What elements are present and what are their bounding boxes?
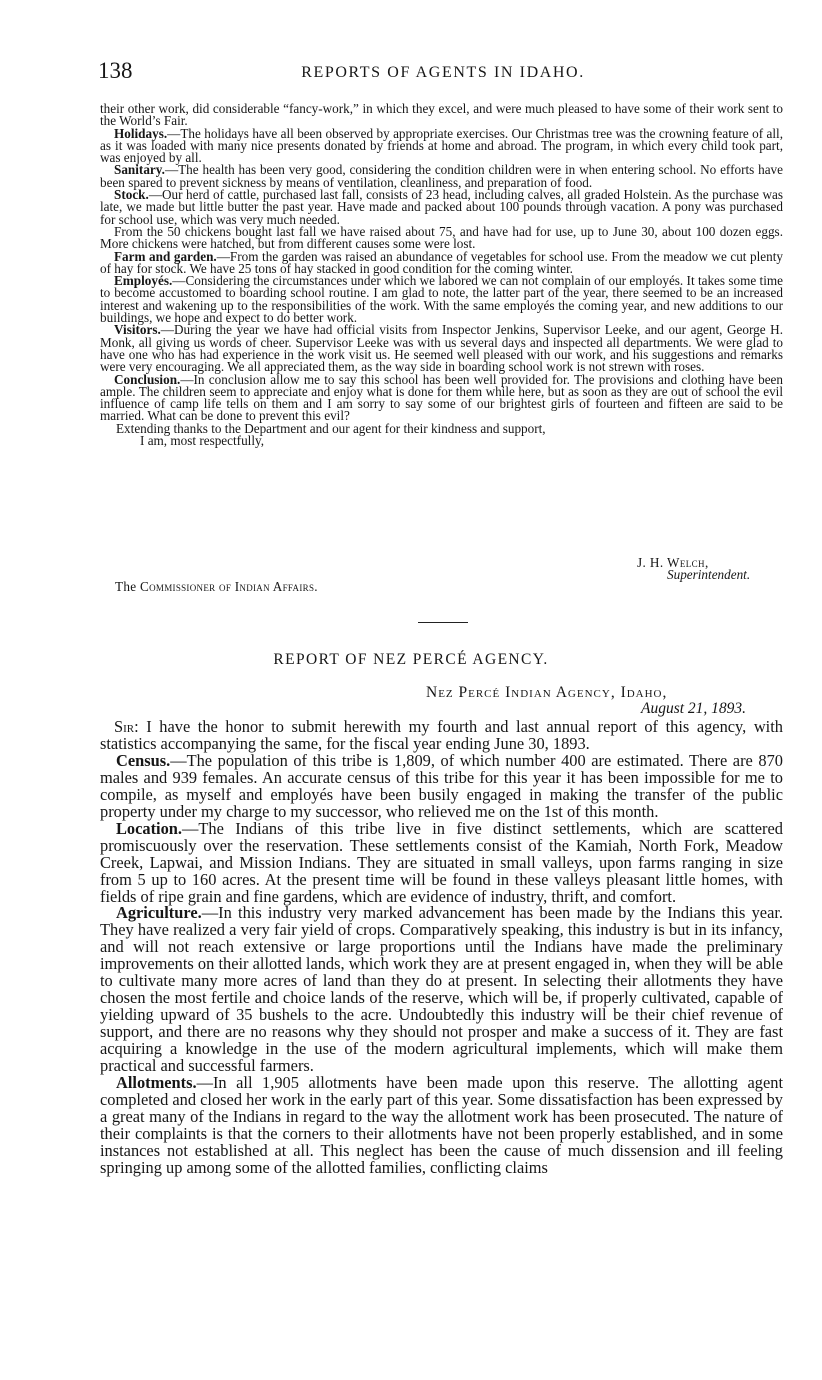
paragraph-thanks: Extending thanks to the Department and our agent for their kindness and support, xyxy=(116,420,546,436)
addressee-prefix: The xyxy=(115,579,137,594)
text-holidays: —The holidays have all been observed by appropriate exercises. Our Christmas tree was the crowning feature of all, as it was loaded with many nice presents donated by friends at home and abroad. The program, in which every child took part, was enjoyed by all. xyxy=(100,125,783,166)
heading-employes: Employés. xyxy=(114,273,173,289)
text-employes: —Considering the circumstances under which we labored we can not complain of our employés. It takes some time to become accustomed to boarding school routine. I am glad to note, the latter part of the year, there seemed to be an increased interest and wakening up to the responsibilities of the work. With the same employés the coming year, and new additions to our buildings, we hope and expect to do better work. xyxy=(100,273,783,326)
text-sanitary: —The health has been very good, considering the condition children were in when entering school. No efforts have been spared to prevent sickness by means of ventilation, cleanliness, and preparation of food. xyxy=(100,162,783,190)
signature-title: Superintendent. xyxy=(667,567,751,582)
page-number: 138 xyxy=(98,58,133,83)
heading-stock: Stock. xyxy=(114,187,149,203)
addressee xyxy=(115,579,318,595)
paragraph-census xyxy=(100,750,783,821)
paragraph-farm xyxy=(100,248,783,276)
paragraph-conclusion xyxy=(100,371,783,424)
text-conclusion: —In conclusion allow me to say this school has been well provided for. The provisions and clothing have been ample. The children seem to appreciate and enjoy what is done for them while here, but as soon as they are out of school the evil influence of camp life tells on them and I am sorry to say some of our brightest girls of fourteen and fifteen are said to be married. What can be done to prevent this evil? xyxy=(100,371,783,424)
paragraph-visitors xyxy=(100,324,783,373)
text-visitors: —During the year we have had official visits from Inspector Jenkins, Supervisor Leeke, and our agent, George H. Monk, all giving us words of cheer. Supervisor Leeke was with us several days and inspected all departments. We were glad to have one who has had experience in the work visit us. He seemed well pleased with our work, and his suggestions and remarks were very encouraging. We all appreciated them, as the way side in boarding school work is not strewn with roses. xyxy=(100,322,783,375)
dateline-place: Nez Percé Indian Agency, Idaho, xyxy=(426,684,668,701)
paragraph-agriculture xyxy=(100,905,783,1075)
text-agriculture: —In this industry very marked advancement has been made by the Indians this year. They have realized a very fair yield of crops. Comparatively speaking, this industry is but in its infancy, and will not reach extensive or large proportions until the Indians have made the preliminary improvements on their allotted lands, which work they are at present engaged in, when they will be able to cultivate many more acres of land than they do at present. In selecting their allotments they have chosen the most fertile and choice lands of the reserve, which will be, if properly cultivated, capable of yielding upward of 35 bushels to the acre. Undoubtedly this industry will be their chief revenue of support, and there are no reasons why they should not prosper and make a success of it. They are fast acquiring a knowledge in the use of the modern agricultural implements, which will make them practical and successful farmers. xyxy=(100,903,783,1076)
section-divider xyxy=(418,622,468,623)
report-title: REPORT OF NEZ PERCÉ AGENCY. xyxy=(273,651,549,668)
addressee-name: Commissioner of Indian Affairs. xyxy=(140,579,318,594)
text-stock: —Our herd of cattle, purchased last fall, consists of 23 head, including calves, all graded Holstein. As the purchase was late, we made but little butter the past year. Have made and packed about 100 pounds through vacation. A pony was purchased for school use, which was very much needed. xyxy=(100,187,783,227)
heading-farm: Farm and garden. xyxy=(114,248,217,264)
heading-holidays: Holidays. xyxy=(114,125,168,141)
paragraph-stock xyxy=(100,189,783,226)
text-farm: —From the garden was raised an abundance of vegetables for school use. From the meadow we cut plenty of hay for stock. We have 25 tons of hay stacked in good condition for the coming winter. xyxy=(100,248,783,276)
paragraph-sanitary xyxy=(100,164,783,189)
text-census: —The population of this tribe is 1,809, of which number 400 are estimated. There are 870 males and 939 females. An accurate census of this tribe for this year it has been impossible for me to compile, as myself and employés have been busily engaged in making the transfer of the public property under my charge to my successor, who relieved me on the 1st of this month. xyxy=(100,750,783,821)
paragraph-chickens: From the 50 chickens bought last fall we have raised about 75, and have had for use, up to June 30, about 100 dozen eggs. More chickens were hatched, but from different causes some were lost. xyxy=(100,223,783,252)
salutation: Sir xyxy=(114,717,135,736)
text-allotments: —In all 1,905 allotments have been made upon this reserve. The allotting agent completed and closed her work in the early part of this year. Some dissatisfaction has been expressed by a great many of the Indians in regard to the way the allotment work has been prosecuted. The nature of their complaints is that the corners to their allotments have not been properly established, and in some instances not established at all. This neglect has been the cause of much dissension and ill feeling springing up among some of the allotted families, conflicting claims xyxy=(100,1073,783,1177)
text-intro: : I have the honor to submit herewith my fourth and last annual report of this agency, with statistics accompanying the same, for the fiscal year ending June 30, 1893. xyxy=(100,717,783,753)
paragraph-intro xyxy=(100,719,783,753)
heading-allotments: Allotments. xyxy=(116,1073,197,1093)
nez-perce-report-body xyxy=(100,719,783,1177)
running-title: REPORTS OF AGENTS IN IDAHO. xyxy=(301,64,585,81)
paragraph-holidays xyxy=(100,125,783,166)
heading-agriculture: Agriculture. xyxy=(116,903,202,923)
school-report-body xyxy=(100,103,783,447)
signature-name: J. H. Welch, xyxy=(637,555,709,570)
heading-visitors: Visitors. xyxy=(114,322,161,338)
heading-sanitary: Sanitary. xyxy=(114,162,165,178)
paragraph-employes xyxy=(100,275,783,324)
paragraph-continuation: their other work, did considerable “fancy-work,” in which they excel, and were much pleased to have some of their work sent to the World’s Fair. xyxy=(100,101,783,129)
closing-line: I am, most respectfully, xyxy=(140,433,265,449)
heading-conclusion: Conclusion. xyxy=(114,371,181,387)
page-header xyxy=(98,50,788,90)
heading-census: Census. xyxy=(116,750,171,770)
dateline-date: August 21, 1893. xyxy=(641,700,747,717)
heading-location: Location. xyxy=(116,818,183,838)
paragraph-allotments xyxy=(100,1075,783,1177)
paragraph-location xyxy=(100,818,783,906)
text-location: —The Indians of this tribe live in five distinct settlements, which are scattered promiscuously over the reservation. These settlements consist of the Kamiah, North Fork, Meadow Creek, Lapwai, and Mission Indians. They are situated in small valleys, upon farms ranging in size from 5 up to 160 acres. At the present time will be found in these valleys pleasant little homes, with fields of ripe grain and fine gardens, which are evidence of industry, thrift, and comfort. xyxy=(100,818,783,906)
